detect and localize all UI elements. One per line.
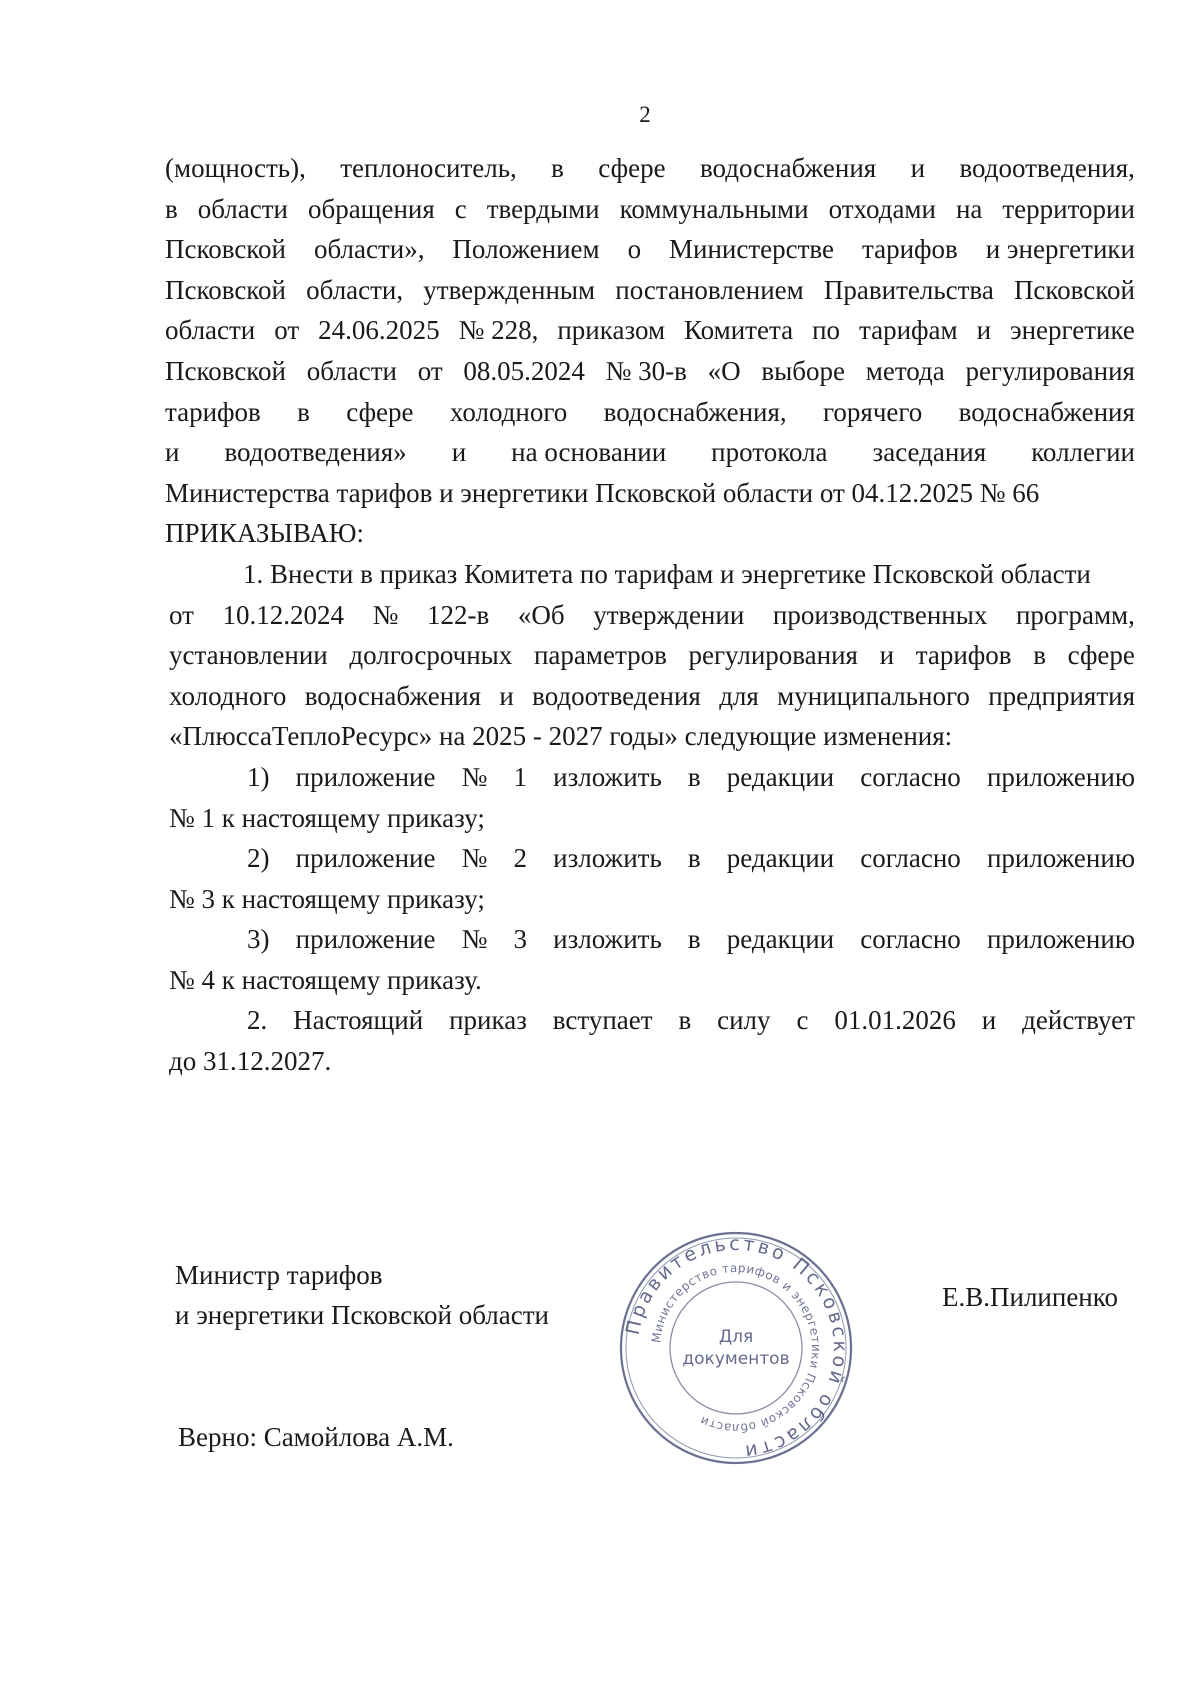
word: области», (313, 234, 425, 265)
sub-item-line: № 1 к настоящему приказу; (169, 802, 485, 833)
word: 2) (247, 843, 270, 874)
word: действует (1022, 1005, 1135, 1036)
word: вступает (552, 1005, 653, 1036)
word: «Об (517, 599, 565, 630)
word: тарифов (165, 396, 261, 427)
word: коллегии (1031, 437, 1135, 468)
word: приложению (986, 924, 1135, 955)
word: № (461, 843, 488, 874)
word: водоотведения» (224, 437, 407, 468)
word: Комитета (684, 315, 794, 346)
body-line (165, 270, 1135, 311)
word: водоснабжения, (603, 396, 787, 427)
word: в (551, 153, 564, 183)
word: № 228, (458, 315, 539, 346)
word: «О (707, 355, 741, 386)
signer-position-line2: и энергетики Псковской области (175, 1300, 549, 1330)
verified-by: Верно: Самойлова А.М. (178, 1422, 454, 1452)
word: 1 (513, 761, 528, 792)
stamp-seal-icon (616, 1228, 856, 1468)
word: утвержденным (423, 274, 596, 305)
word: отходами (828, 193, 936, 224)
word: тарифам (858, 315, 958, 346)
word: и (910, 153, 926, 183)
word: приложению (986, 843, 1135, 874)
sub-item-line (169, 919, 1135, 960)
word: в (678, 1005, 692, 1036)
sub-item-line (169, 838, 1135, 879)
word: редакции (726, 924, 835, 955)
word: согласно (860, 924, 961, 955)
item1-line (169, 676, 1135, 717)
word: долгосрочных (349, 640, 513, 671)
word: водоотведения (532, 680, 701, 711)
word: № (461, 761, 488, 792)
word: 08.05.2024 (463, 355, 585, 386)
stamp-center-line1: Для (718, 1327, 754, 1347)
sub-item-line: № 3 к настоящему приказу; (169, 883, 485, 914)
word: Министерстве (669, 234, 835, 265)
word: Псковской (165, 355, 286, 386)
word: установлении (169, 640, 328, 671)
item1-line (169, 635, 1135, 676)
word: твердыми (486, 193, 600, 224)
word: тарифов (915, 640, 1012, 671)
word: 2. (247, 1005, 268, 1036)
word: постановлением (615, 274, 804, 305)
word: параметров (533, 640, 667, 671)
word: в (687, 843, 701, 874)
word: в (1033, 640, 1046, 671)
word: и (879, 640, 895, 671)
word: в (687, 761, 701, 792)
word: на (955, 193, 983, 224)
word: выборе (761, 355, 846, 386)
word: приказ (449, 1005, 527, 1036)
word: области (197, 193, 288, 224)
word: Псковской (1013, 274, 1135, 305)
word: приложение (295, 761, 436, 792)
word: 122-в (427, 599, 490, 630)
word: от (274, 315, 300, 346)
word: территории (1002, 193, 1135, 224)
word: холодного (169, 680, 287, 711)
word: приложению (986, 761, 1135, 792)
item1-line: 1. Внести в приказ Комитета по тарифам и энергетике Псковской области (243, 558, 1091, 589)
body-line (165, 310, 1135, 351)
word: горячего (823, 396, 923, 427)
word: обращения (307, 193, 435, 224)
word: водоотведения, (959, 153, 1135, 183)
word: протокола (711, 437, 828, 468)
signature-block (175, 1255, 549, 1335)
word: по (812, 315, 841, 346)
sub-item-line (169, 757, 1135, 798)
signer-position-line1: Министр тарифов (175, 1260, 383, 1290)
word: изложить (553, 924, 662, 955)
word: Псковской (165, 274, 286, 305)
word: производственных (772, 599, 988, 630)
signer-name: Е.В.Пилипенко (942, 1282, 1119, 1312)
word: изложить (553, 843, 662, 874)
word: области, (306, 274, 404, 305)
word: области (165, 315, 256, 346)
body-line (165, 392, 1135, 433)
word: теплоноситель, (340, 153, 517, 183)
word: на основании (511, 437, 667, 468)
word: № 30-в (605, 355, 687, 386)
word: редакции (726, 843, 835, 874)
word: о (627, 234, 642, 265)
word: муниципального (777, 680, 970, 711)
word: и (165, 437, 180, 468)
body-line (165, 432, 1135, 473)
word: и (451, 437, 467, 468)
word: с (796, 1005, 809, 1036)
word: и энергетики (985, 234, 1135, 265)
word: 3 (513, 924, 528, 955)
word: водоснабжения (958, 396, 1135, 427)
word: в (165, 193, 178, 224)
word: редакции (726, 761, 835, 792)
word: приложение (295, 843, 436, 874)
word: сфере (598, 153, 666, 183)
word: № (372, 599, 399, 630)
item2-line (169, 1000, 1135, 1041)
body-line (165, 189, 1135, 230)
word: и (976, 315, 992, 346)
word: 2 (513, 843, 528, 874)
official-stamp (616, 1228, 856, 1468)
word: сфере (346, 396, 414, 427)
item1-line: «ПлюссаТеплоРесурс» на 2025 - 2027 годы» следующие изменения: (169, 721, 953, 752)
word: Положением (452, 234, 600, 265)
word: приказом (557, 315, 666, 346)
word: области (306, 355, 397, 386)
item2-line: до 31.12.2027. (169, 1046, 332, 1077)
word: 1) (247, 761, 270, 792)
word: Настоящий (293, 1005, 424, 1036)
word: программ, (1015, 599, 1135, 630)
word: (мощность), (165, 153, 306, 183)
word: 24.06.2025 (318, 315, 440, 346)
word: 3) (247, 924, 270, 955)
word: с (454, 193, 467, 224)
item1-line (169, 595, 1135, 636)
stamp-inner-text: Министерство тарифов и энергетики Псковской области (649, 1260, 824, 1436)
word: регулирования (965, 355, 1135, 386)
word: силу (717, 1005, 771, 1036)
word: Правительства (823, 274, 994, 305)
word: сфере (1067, 640, 1135, 671)
word: 01.01.2026 (834, 1005, 956, 1036)
word: изложить (553, 761, 662, 792)
word: предприятия (988, 680, 1135, 711)
word: тарифов (861, 234, 958, 265)
body-line (165, 351, 1135, 392)
word: 10.12.2024 (222, 599, 345, 630)
word: согласно (860, 843, 961, 874)
word: водоснабжения (699, 153, 877, 183)
stamp-outer-text: Правительство Псковской области (621, 1232, 852, 1464)
body-line: Министерства тарифов и энергетики Псковской области от 04.12.2025 № 66 (165, 477, 1040, 508)
word: энергетике (1010, 315, 1135, 346)
word: для (719, 680, 759, 711)
word: от (417, 355, 443, 386)
order-word: ПРИКАЗЫВАЮ: (165, 518, 364, 549)
stamp-center-line2: документов (682, 1349, 790, 1369)
word: от (169, 599, 194, 630)
word: утверждении (593, 599, 745, 630)
word: регулирования (688, 640, 858, 671)
word: в (687, 924, 701, 955)
word: в (297, 396, 310, 427)
word: и (499, 680, 514, 711)
word: приложение (295, 924, 436, 955)
word: коммунальными (619, 193, 809, 224)
body-line (165, 229, 1135, 270)
sub-item-line: № 4 к настоящему приказу. (169, 964, 482, 995)
order-body (165, 148, 1135, 1082)
word: метода (865, 355, 945, 386)
word: согласно (860, 761, 961, 792)
page-number: 2 (639, 102, 651, 127)
word: водоснабжения (304, 680, 482, 711)
body-line (165, 148, 1135, 189)
word: заседания (872, 437, 987, 468)
word: Псковской (165, 234, 286, 265)
word: холодного (449, 396, 568, 427)
word: № (461, 924, 488, 955)
word: и (981, 1005, 997, 1036)
